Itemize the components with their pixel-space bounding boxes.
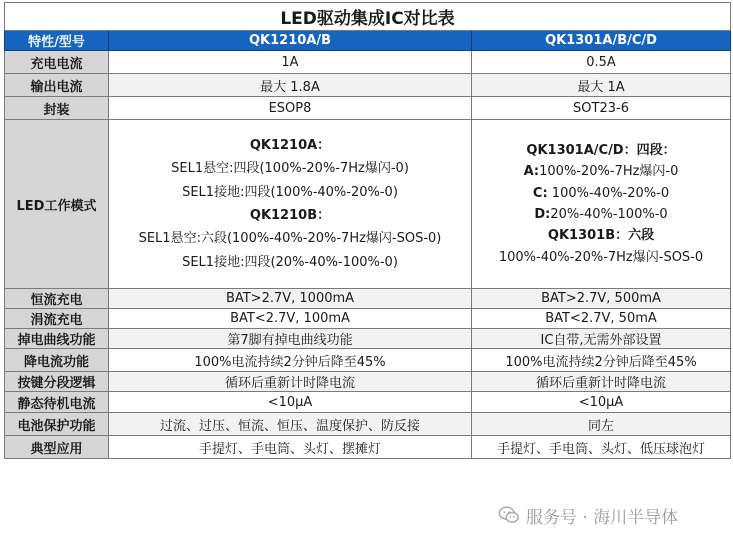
mode-prefix: A:	[523, 164, 540, 180]
table-row	[5, 436, 731, 459]
mode-line: SEL1接地:四段(100%-40%-20%-0)	[182, 184, 398, 200]
cell-qk1210: BAT<2.7V, 100mA	[109, 309, 472, 329]
row-label: 静态待机电流	[5, 392, 109, 413]
mode-prefix: D:	[534, 207, 551, 222]
cell-qk1301: 循环后重新计时降电流	[472, 372, 731, 392]
cell-qk1301: 最大 1A	[472, 74, 731, 97]
column-header-qk1301: QK1301A/B/C/D	[472, 31, 731, 51]
table-row	[5, 372, 731, 392]
row-label: 按键分段逻辑	[5, 372, 109, 392]
table-row	[5, 120, 731, 289]
mode-rest: 20%-40%-100%-0	[550, 207, 668, 222]
cell-qk1210: <10μA	[109, 392, 472, 413]
mode-line	[476, 204, 726, 225]
mode-line	[476, 247, 726, 268]
row-label: 降电流功能	[5, 349, 109, 372]
table-row	[5, 51, 731, 74]
cell-qk1301: 同左	[472, 413, 731, 436]
table-row	[5, 289, 731, 309]
mode-prefix: QK1301B：六段	[547, 228, 655, 244]
row-label: LED工作模式	[5, 120, 109, 289]
row-label: 封装	[5, 97, 109, 120]
table-row	[5, 392, 731, 413]
cell-qk1210: 最大 1.8A	[109, 74, 472, 97]
cell-qk1301: IC自带,无需外部设置	[472, 329, 731, 349]
cell-qk1301: BAT<2.7V, 50mA	[472, 309, 731, 329]
mode-rest: 100%-20%-7Hz爆闪-0	[539, 164, 679, 180]
cell-qk1301: BAT>2.7V, 500mA	[472, 289, 731, 309]
mode-line	[476, 183, 726, 204]
mode-line: QK1210B：	[249, 208, 331, 223]
row-label: 涓流充电	[5, 309, 109, 329]
table-row	[5, 74, 731, 97]
cell-qk1210: 第7脚有掉电曲线功能	[109, 329, 472, 349]
mode-line	[476, 161, 726, 182]
table-row	[5, 309, 731, 329]
row-label: 输出电流	[5, 74, 109, 97]
mode-prefix: C:	[532, 185, 548, 201]
column-header-feature: 特性/型号	[5, 31, 109, 51]
table-row	[5, 329, 731, 349]
row-label: 充电电流	[5, 51, 109, 74]
cell-qk1301-led-mode	[472, 120, 731, 289]
mode-line	[476, 225, 726, 246]
table-title: LED驱动集成IC对比表	[5, 3, 731, 31]
mode-line: SEL1接地:四段(20%-40%-100%-0)	[182, 254, 398, 270]
row-label: 典型应用	[5, 436, 109, 459]
table-row	[5, 97, 731, 120]
mode-line	[476, 140, 726, 161]
mode-rest: 100%-40%-20%-7Hz爆闪-SOS-0	[498, 249, 704, 265]
column-header-qk1210: QK1210A/B	[109, 31, 472, 51]
mode-line: QK1210A：	[249, 137, 331, 153]
table-row	[5, 349, 731, 372]
cell-qk1210: 1A	[109, 51, 472, 74]
row-label: 掉电曲线功能	[5, 329, 109, 349]
cell-qk1301: 100%电流持续2分钟后降至45%	[472, 349, 731, 372]
watermark	[498, 503, 678, 527]
cell-qk1301: 手提灯、手电筒、头灯、低压球泡灯	[472, 436, 731, 459]
cell-qk1210: 100%电流持续2分钟后降至45%	[109, 349, 472, 372]
cell-qk1210: ESOP8	[109, 97, 472, 120]
row-label: 恒流充电	[5, 289, 109, 309]
cell-qk1210: 过流、过压、恒流、恒压、温度保护、防反接	[109, 413, 472, 436]
cell-qk1301: 0.5A	[472, 51, 731, 74]
watermark-text: 服务号 · 海川半导体	[526, 507, 679, 528]
mode-line: SEL1悬空:六段(100%-40%-20%-7Hz爆闪-SOS-0)	[138, 231, 442, 247]
table-row	[5, 413, 731, 436]
cell-qk1210: 手提灯、手电筒、头灯、摆摊灯	[109, 436, 472, 459]
cell-qk1301: SOT23-6	[472, 97, 731, 120]
cell-qk1210: 循环后重新计时降电流	[109, 372, 472, 392]
mode-line: SEL1悬空:四段(100%-20%-7Hz爆闪-0)	[171, 161, 409, 177]
cell-qk1210-led-mode	[109, 120, 472, 289]
row-label: 电池保护功能	[5, 413, 109, 436]
wechat-icon	[498, 504, 520, 526]
mode-rest: 100%-40%-20%-0	[547, 185, 670, 201]
comparison-table	[4, 2, 731, 459]
cell-qk1210: BAT>2.7V, 1000mA	[109, 289, 472, 309]
cell-qk1301: <10μA	[472, 392, 731, 413]
mode-prefix: QK1301A/C/D：四段：	[526, 142, 676, 158]
